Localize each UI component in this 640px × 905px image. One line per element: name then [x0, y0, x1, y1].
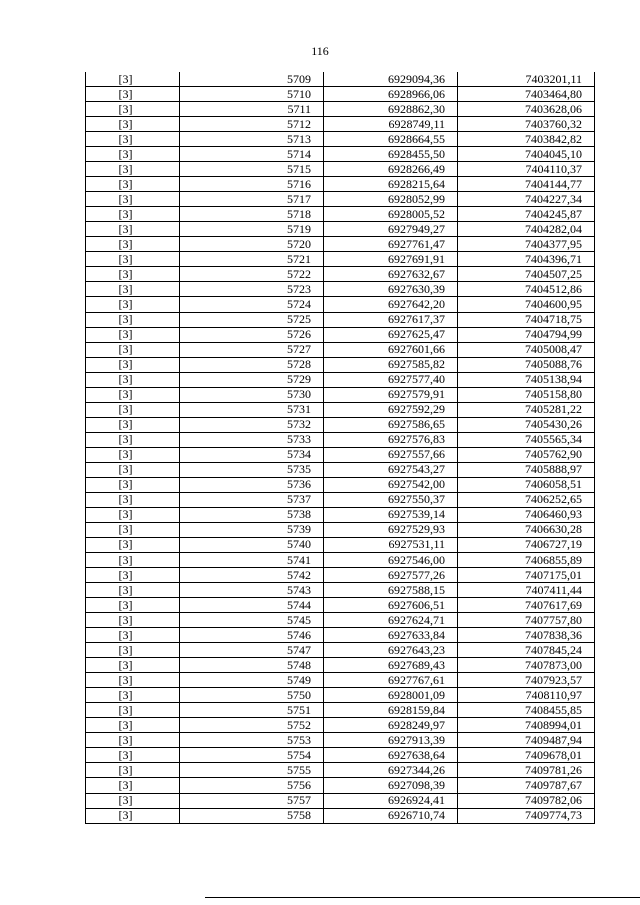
point-number-cell: 5749	[180, 673, 324, 688]
table-row	[86, 192, 595, 207]
ref-cell: [3]	[86, 522, 180, 537]
y-coordinate-cell: 7405888,97	[458, 462, 595, 477]
ref-cell: [3]	[86, 748, 180, 763]
x-coordinate-cell: 6928249,97	[324, 718, 458, 733]
point-number-cell: 5751	[180, 703, 324, 718]
ref-cell: [3]	[86, 733, 180, 748]
ref-cell: [3]	[86, 312, 180, 327]
table-row	[86, 808, 595, 823]
x-coordinate-cell: 6926710,74	[324, 808, 458, 823]
x-coordinate-cell: 6927098,39	[324, 778, 458, 793]
table-row	[86, 462, 595, 477]
point-number-cell: 5744	[180, 598, 324, 613]
ref-cell: [3]	[86, 673, 180, 688]
x-coordinate-cell: 6928001,09	[324, 688, 458, 703]
y-coordinate-cell: 7404794,99	[458, 327, 595, 342]
point-number-cell: 5740	[180, 537, 324, 552]
y-coordinate-cell: 7403760,32	[458, 117, 595, 132]
point-number-cell: 5719	[180, 222, 324, 237]
table-row	[86, 613, 595, 628]
table-row	[86, 327, 595, 342]
table-row	[86, 688, 595, 703]
ref-cell: [3]	[86, 598, 180, 613]
table-row	[86, 748, 595, 763]
ref-cell: [3]	[86, 793, 180, 808]
y-coordinate-cell: 7404144,77	[458, 177, 595, 192]
point-number-cell: 5746	[180, 628, 324, 643]
table-row	[86, 102, 595, 117]
point-number-cell: 5717	[180, 192, 324, 207]
x-coordinate-cell: 6927913,39	[324, 733, 458, 748]
ref-cell: [3]	[86, 537, 180, 552]
table-row	[86, 87, 595, 102]
ref-cell: [3]	[86, 628, 180, 643]
x-coordinate-cell: 6929094,36	[324, 72, 458, 87]
table-row	[86, 598, 595, 613]
y-coordinate-cell: 7403201,11	[458, 72, 595, 87]
point-number-cell: 5755	[180, 763, 324, 778]
table-row	[86, 417, 595, 432]
table-row	[86, 628, 595, 643]
y-coordinate-cell: 7407411,44	[458, 583, 595, 598]
x-coordinate-cell: 6927606,51	[324, 598, 458, 613]
y-coordinate-cell: 7409787,67	[458, 778, 595, 793]
point-number-cell: 5752	[180, 718, 324, 733]
ref-cell: [3]	[86, 417, 180, 432]
ref-cell: [3]	[86, 297, 180, 312]
y-coordinate-cell: 7408110,97	[458, 688, 595, 703]
x-coordinate-cell: 6927632,67	[324, 267, 458, 282]
x-coordinate-cell: 6928005,52	[324, 207, 458, 222]
y-coordinate-cell: 7405088,76	[458, 357, 595, 372]
x-coordinate-cell: 6927539,14	[324, 507, 458, 522]
table-row	[86, 553, 595, 568]
point-number-cell: 5720	[180, 237, 324, 252]
point-number-cell: 5743	[180, 583, 324, 598]
x-coordinate-cell: 6928455,50	[324, 147, 458, 162]
y-coordinate-cell: 7403464,80	[458, 87, 595, 102]
x-coordinate-cell: 6927617,37	[324, 312, 458, 327]
ref-cell: [3]	[86, 162, 180, 177]
ref-cell: [3]	[86, 778, 180, 793]
point-number-cell: 5754	[180, 748, 324, 763]
point-number-cell: 5723	[180, 282, 324, 297]
point-number-cell: 5731	[180, 402, 324, 417]
table-row	[86, 537, 595, 552]
y-coordinate-cell: 7408994,01	[458, 718, 595, 733]
y-coordinate-cell: 7405158,80	[458, 387, 595, 402]
y-coordinate-cell: 7405138,94	[458, 372, 595, 387]
table-row	[86, 72, 595, 87]
x-coordinate-cell: 6928266,49	[324, 162, 458, 177]
x-coordinate-cell: 6927624,71	[324, 613, 458, 628]
y-coordinate-cell: 7405762,90	[458, 447, 595, 462]
y-coordinate-cell: 7407757,80	[458, 613, 595, 628]
point-number-cell: 5758	[180, 808, 324, 823]
ref-cell: [3]	[86, 357, 180, 372]
ref-cell: [3]	[86, 658, 180, 673]
ref-cell: [3]	[86, 763, 180, 778]
y-coordinate-cell: 7404396,71	[458, 252, 595, 267]
x-coordinate-cell: 6927542,00	[324, 477, 458, 492]
x-coordinate-cell: 6927585,82	[324, 357, 458, 372]
point-number-cell: 5732	[180, 417, 324, 432]
table-row	[86, 793, 595, 808]
ref-cell: [3]	[86, 402, 180, 417]
point-number-cell: 5714	[180, 147, 324, 162]
y-coordinate-cell: 7404512,86	[458, 282, 595, 297]
table-row	[86, 718, 595, 733]
x-coordinate-cell: 6927643,23	[324, 643, 458, 658]
ref-cell: [3]	[86, 117, 180, 132]
ref-cell: [3]	[86, 553, 180, 568]
ref-cell: [3]	[86, 387, 180, 402]
point-number-cell: 5709	[180, 72, 324, 87]
table-row	[86, 297, 595, 312]
point-number-cell: 5738	[180, 507, 324, 522]
x-coordinate-cell: 6928966,06	[324, 87, 458, 102]
point-number-cell: 5722	[180, 267, 324, 282]
point-number-cell: 5737	[180, 492, 324, 507]
table-row	[86, 658, 595, 673]
y-coordinate-cell: 7406058,51	[458, 477, 595, 492]
x-coordinate-cell: 6927625,47	[324, 327, 458, 342]
table-row	[86, 492, 595, 507]
point-number-cell: 5727	[180, 342, 324, 357]
y-coordinate-cell: 7405008,47	[458, 342, 595, 357]
x-coordinate-cell: 6928749,11	[324, 117, 458, 132]
y-coordinate-cell: 7407845,24	[458, 643, 595, 658]
point-number-cell: 5712	[180, 117, 324, 132]
ref-cell: [3]	[86, 492, 180, 507]
y-coordinate-cell: 7406727,19	[458, 537, 595, 552]
x-coordinate-cell: 6926924,41	[324, 793, 458, 808]
x-coordinate-cell: 6927689,43	[324, 658, 458, 673]
ref-cell: [3]	[86, 718, 180, 733]
ref-cell: [3]	[86, 132, 180, 147]
point-number-cell: 5711	[180, 102, 324, 117]
x-coordinate-cell: 6927531,11	[324, 537, 458, 552]
x-coordinate-cell: 6927576,83	[324, 432, 458, 447]
x-coordinate-cell: 6927543,27	[324, 462, 458, 477]
table-row	[86, 673, 595, 688]
point-number-cell: 5753	[180, 733, 324, 748]
ref-cell: [3]	[86, 583, 180, 598]
point-number-cell: 5715	[180, 162, 324, 177]
ref-cell: [3]	[86, 207, 180, 222]
point-number-cell: 5718	[180, 207, 324, 222]
ref-cell: [3]	[86, 222, 180, 237]
y-coordinate-cell: 7404045,10	[458, 147, 595, 162]
table-row	[86, 432, 595, 447]
table-row	[86, 778, 595, 793]
y-coordinate-cell: 7403628,06	[458, 102, 595, 117]
table-row	[86, 402, 595, 417]
ref-cell: [3]	[86, 703, 180, 718]
y-coordinate-cell: 7409782,06	[458, 793, 595, 808]
y-coordinate-cell: 7409678,01	[458, 748, 595, 763]
ref-cell: [3]	[86, 372, 180, 387]
y-coordinate-cell: 7407923,57	[458, 673, 595, 688]
y-coordinate-cell: 7404245,87	[458, 207, 595, 222]
y-coordinate-cell: 7404507,25	[458, 267, 595, 282]
point-number-cell: 5757	[180, 793, 324, 808]
x-coordinate-cell: 6927767,61	[324, 673, 458, 688]
x-coordinate-cell: 6927577,26	[324, 568, 458, 583]
page-number: 116	[311, 44, 329, 58]
table-row	[86, 763, 595, 778]
table-row	[86, 568, 595, 583]
point-number-cell: 5756	[180, 778, 324, 793]
point-number-cell: 5726	[180, 327, 324, 342]
ref-cell: [3]	[86, 327, 180, 342]
ref-cell: [3]	[86, 282, 180, 297]
point-number-cell: 5747	[180, 643, 324, 658]
x-coordinate-cell: 6927344,26	[324, 763, 458, 778]
y-coordinate-cell: 7404600,95	[458, 297, 595, 312]
x-coordinate-cell: 6927550,37	[324, 492, 458, 507]
x-coordinate-cell: 6927577,40	[324, 372, 458, 387]
point-number-cell: 5733	[180, 432, 324, 447]
y-coordinate-cell: 7406252,65	[458, 492, 595, 507]
x-coordinate-cell: 6928052,99	[324, 192, 458, 207]
point-number-cell: 5735	[180, 462, 324, 477]
table-row	[86, 372, 595, 387]
ref-cell: [3]	[86, 267, 180, 282]
ref-cell: [3]	[86, 688, 180, 703]
y-coordinate-cell: 7408455,85	[458, 703, 595, 718]
x-coordinate-cell: 6927586,65	[324, 417, 458, 432]
x-coordinate-cell: 6927592,29	[324, 402, 458, 417]
point-number-cell: 5742	[180, 568, 324, 583]
ref-cell: [3]	[86, 342, 180, 357]
table-row	[86, 522, 595, 537]
y-coordinate-cell: 7404718,75	[458, 312, 595, 327]
ref-cell: [3]	[86, 237, 180, 252]
point-number-cell: 5730	[180, 387, 324, 402]
point-number-cell: 5729	[180, 372, 324, 387]
point-number-cell: 5728	[180, 357, 324, 372]
table-row	[86, 207, 595, 222]
ref-cell: [3]	[86, 87, 180, 102]
point-number-cell: 5736	[180, 477, 324, 492]
y-coordinate-cell: 7407838,36	[458, 628, 595, 643]
table-row	[86, 703, 595, 718]
point-number-cell: 5713	[180, 132, 324, 147]
coordinates-table	[85, 72, 595, 824]
ref-cell: [3]	[86, 447, 180, 462]
point-number-cell: 5721	[180, 252, 324, 267]
table-row	[86, 342, 595, 357]
ref-cell: [3]	[86, 252, 180, 267]
ref-cell: [3]	[86, 147, 180, 162]
y-coordinate-cell: 7409781,26	[458, 763, 595, 778]
table-row	[86, 117, 595, 132]
point-number-cell: 5741	[180, 553, 324, 568]
point-number-cell: 5748	[180, 658, 324, 673]
y-coordinate-cell: 7403842,82	[458, 132, 595, 147]
point-number-cell: 5710	[180, 87, 324, 102]
y-coordinate-cell: 7405565,34	[458, 432, 595, 447]
y-coordinate-cell: 7405281,22	[458, 402, 595, 417]
y-coordinate-cell: 7407873,00	[458, 658, 595, 673]
y-coordinate-cell: 7409774,73	[458, 808, 595, 823]
table-row	[86, 252, 595, 267]
y-coordinate-cell: 7404227,34	[458, 192, 595, 207]
x-coordinate-cell: 6927546,00	[324, 553, 458, 568]
y-coordinate-cell: 7404377,95	[458, 237, 595, 252]
point-number-cell: 5739	[180, 522, 324, 537]
ref-cell: [3]	[86, 102, 180, 117]
y-coordinate-cell: 7409487,94	[458, 733, 595, 748]
table-row	[86, 477, 595, 492]
table-row	[86, 507, 595, 522]
ref-cell: [3]	[86, 613, 180, 628]
table-row	[86, 282, 595, 297]
x-coordinate-cell: 6927638,64	[324, 748, 458, 763]
page-bottom-rule	[205, 897, 640, 898]
ref-cell: [3]	[86, 462, 180, 477]
ref-cell: [3]	[86, 432, 180, 447]
table-row	[86, 447, 595, 462]
ref-cell: [3]	[86, 808, 180, 823]
point-number-cell: 5724	[180, 297, 324, 312]
x-coordinate-cell: 6927588,15	[324, 583, 458, 598]
y-coordinate-cell: 7407175,01	[458, 568, 595, 583]
table-row	[86, 267, 595, 282]
table-row	[86, 132, 595, 147]
x-coordinate-cell: 6927691,91	[324, 252, 458, 267]
point-number-cell: 5745	[180, 613, 324, 628]
table-row	[86, 147, 595, 162]
table-row	[86, 643, 595, 658]
x-coordinate-cell: 6927633,84	[324, 628, 458, 643]
y-coordinate-cell: 7404282,04	[458, 222, 595, 237]
point-number-cell: 5750	[180, 688, 324, 703]
ref-cell: [3]	[86, 192, 180, 207]
table-row	[86, 357, 595, 372]
x-coordinate-cell: 6928862,30	[324, 102, 458, 117]
x-coordinate-cell: 6927529,93	[324, 522, 458, 537]
x-coordinate-cell: 6927642,20	[324, 297, 458, 312]
y-coordinate-cell: 7407617,69	[458, 598, 595, 613]
point-number-cell: 5734	[180, 447, 324, 462]
x-coordinate-cell: 6928159,84	[324, 703, 458, 718]
table-row	[86, 222, 595, 237]
y-coordinate-cell: 7404110,37	[458, 162, 595, 177]
point-number-cell: 5716	[180, 177, 324, 192]
table-row	[86, 733, 595, 748]
ref-cell: [3]	[86, 72, 180, 87]
x-coordinate-cell: 6927761,47	[324, 237, 458, 252]
table-row	[86, 583, 595, 598]
table-row	[86, 387, 595, 402]
ref-cell: [3]	[86, 477, 180, 492]
table-row	[86, 312, 595, 327]
ref-cell: [3]	[86, 643, 180, 658]
y-coordinate-cell: 7405430,26	[458, 417, 595, 432]
x-coordinate-cell: 6927601,66	[324, 342, 458, 357]
table-row	[86, 237, 595, 252]
table-row	[86, 162, 595, 177]
y-coordinate-cell: 7406855,89	[458, 553, 595, 568]
x-coordinate-cell: 6927557,66	[324, 447, 458, 462]
x-coordinate-cell: 6927579,91	[324, 387, 458, 402]
point-number-cell: 5725	[180, 312, 324, 327]
y-coordinate-cell: 7406460,93	[458, 507, 595, 522]
x-coordinate-cell: 6927630,39	[324, 282, 458, 297]
x-coordinate-cell: 6928664,55	[324, 132, 458, 147]
x-coordinate-cell: 6927949,27	[324, 222, 458, 237]
coordinates-table-body	[86, 72, 595, 823]
ref-cell: [3]	[86, 177, 180, 192]
table-row	[86, 177, 595, 192]
y-coordinate-cell: 7406630,28	[458, 522, 595, 537]
ref-cell: [3]	[86, 568, 180, 583]
ref-cell: [3]	[86, 507, 180, 522]
x-coordinate-cell: 6928215,64	[324, 177, 458, 192]
